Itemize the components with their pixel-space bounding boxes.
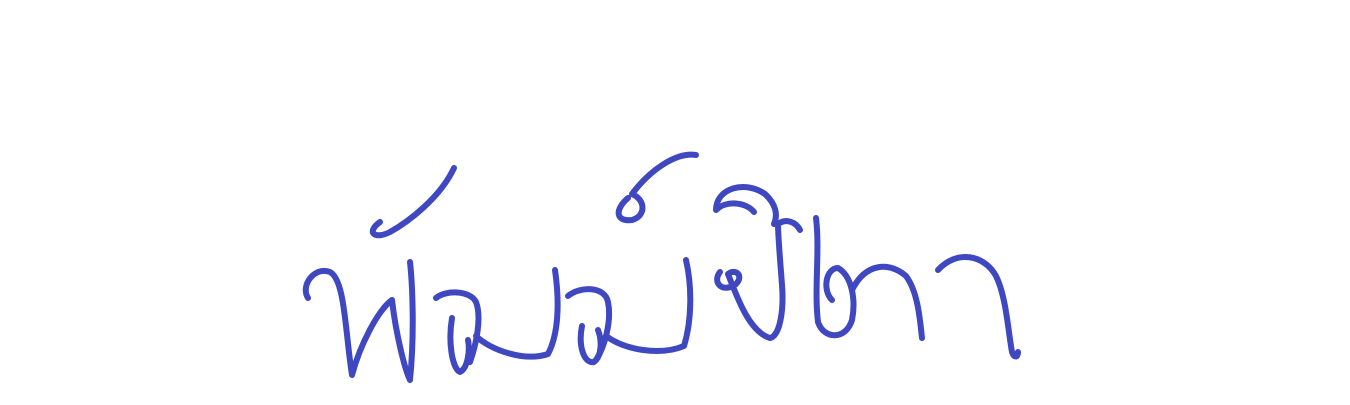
stroke-sara-aa xyxy=(938,257,1018,356)
stroke-no-nen-1 xyxy=(436,270,558,372)
stroke-sara-i xyxy=(716,187,776,224)
stroke-cho-chang xyxy=(717,221,800,338)
stroke-thanthakhat xyxy=(619,155,696,221)
stroke-no-nen-2 xyxy=(568,260,690,362)
stroke-pho-phan xyxy=(306,262,413,380)
stroke-mai-han-akat xyxy=(373,168,454,235)
stroke-to-tao xyxy=(816,218,922,338)
